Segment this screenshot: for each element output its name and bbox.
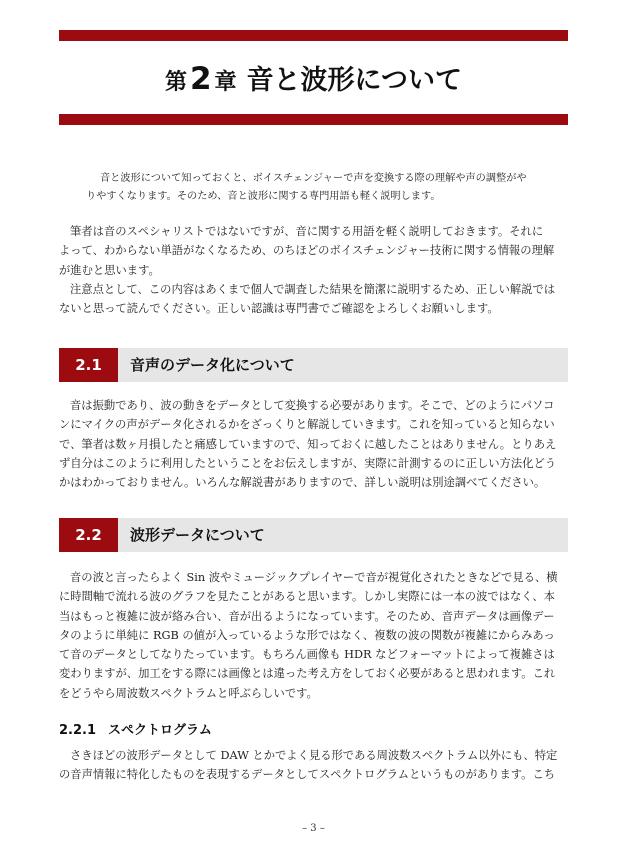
body-line: よって、わからない単語がなくなるため、のちほどのボイスチェンジャー技術に関する情報の理解 (59, 244, 555, 258)
intro-paragraph (59, 222, 568, 318)
section-2-2-paragraph (59, 568, 568, 703)
page-number: – 3 – (302, 823, 325, 834)
chapter-abstract (86, 170, 546, 206)
subsection-heading-2-2-1 (59, 719, 212, 738)
body-line: タのように単純に RGB の値が入っているような形ではなく、複数の波の関数が複雑にからみあっ (59, 628, 555, 642)
chapter-prefix: 第 (164, 70, 187, 95)
section-title: 音声のデータ化について (130, 356, 295, 374)
subsection-2-2-1-paragraph (59, 746, 568, 785)
abstract-line: りやすくなります。そのため、音と波形に関する専門用語も軽く説明します。 (86, 191, 441, 202)
body-line: の音声情報に特化したものを表現するデータとしてスペクトログラムというものがあります。こち (59, 768, 556, 782)
body-line: 音の波と言ったらよく Sin 波やミュージックプレイヤーで音が視覚化されたときなどで見る、横 (70, 571, 558, 584)
body-line: で、筆者は数ヶ月損したと痛感していますので、知っておくに越したことはありません。とりあえ (59, 437, 557, 451)
body-line: 当はもっと複雑に波が絡み合い、音が出るようになっています。そのため、音声データは画像デー (59, 609, 555, 623)
chapter-title-text: 音と波形について (246, 65, 463, 96)
body-line: が進むと思います。 (59, 263, 160, 277)
body-line: 筆者は音のスペシャリストではないですが、音に関する用語を軽く説明しておきます。それに (70, 225, 544, 238)
section-heading-2-2 (59, 518, 568, 552)
body-line: さきほどの波形データとして DAW とかでよく見る形である周波数スペクトラム以外にも、特定 (70, 749, 558, 762)
chapter-title (59, 58, 568, 97)
abstract-line: 音と波形について知っておくと、ボイスチェンジャーで声を変換する際の理解や声の調整がや (100, 173, 527, 184)
body-line: をどうやら周波数スペクトラムと呼ぶらしいです。 (59, 686, 318, 700)
body-line: 注意点として、この内容はあくまで個人で調査した結果を簡潔に説明するため、正しい解説では (70, 282, 556, 296)
section-2-1-paragraph (59, 396, 568, 492)
body-line: ンにマイクの声がデータ化されるかをざっくりと解説していきます。これを知っていると知らない (59, 418, 555, 432)
body-line: ないと思って読んでください。正しい認識は専門書でご確認をよろしくお願いします。 (59, 302, 499, 316)
subsection-title: スペクトログラム (108, 723, 212, 738)
body-line: 音は振動であり、波の動きをデータとして変換する必要があります。そこで、どのようにパソコ (70, 399, 555, 412)
body-line: ず自分はこのように利用したということをお伝えしますが、実際に計測するのに正しい方法化どう (59, 456, 557, 470)
chapter-number: 2 (189, 61, 212, 97)
subsection-number: 2.2.1 (59, 723, 97, 738)
section-number: 2.1 (59, 348, 118, 382)
body-line: に時間軸で流れる波のグラフを見たことがあると思います。しかし実際には一本の波ではなく、本 (59, 590, 555, 604)
section-number: 2.2 (59, 518, 118, 552)
chapter-top-rule (59, 30, 568, 41)
body-line: かはわかっておりません。いろんな解説書がありますので、詳しい説明は別途調べてください。 (59, 476, 546, 490)
chapter-suffix: 章 (214, 70, 237, 95)
section-heading-2-1 (59, 348, 568, 382)
body-line: 変わりますが、加工をする際には画像とは違った考え方をしておく必要があると思われます。これ (59, 667, 556, 681)
body-line: て音のデータとしてなりたっています。もちろん画像も HDR などフォーマットによって複雑さは (59, 648, 555, 662)
section-title: 波形データについて (130, 526, 265, 544)
chapter-bottom-rule (59, 114, 568, 125)
